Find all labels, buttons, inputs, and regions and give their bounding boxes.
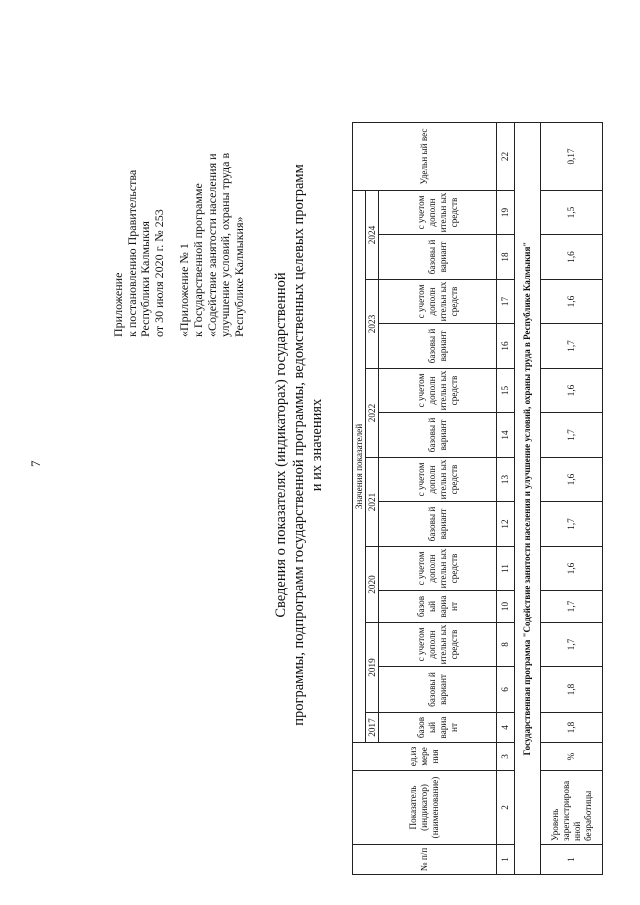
header-weight: Удельн ый вес (353, 123, 497, 191)
col-number: 8 (497, 623, 515, 667)
appendix-line: «Содействие занятости населения и (204, 153, 219, 337)
col-number: 2 (497, 771, 515, 845)
header-row-group (353, 123, 366, 875)
year-2021: 2021 (366, 458, 379, 547)
col-number: 18 (497, 235, 515, 280)
page-number: 7 (28, 460, 43, 467)
sub-extra-2020: с учетом дополн ительн ых средств (379, 547, 497, 591)
row-value: 1,6 (541, 458, 603, 502)
row-value: 1,6 (541, 235, 603, 280)
row-value: 1,6 (541, 369, 603, 413)
row-value: 1,8 (541, 713, 603, 743)
section-title: Государственная программа "Содействие занятости населения и улучшение условий, охраны труда в Республике Калмыкия" (515, 123, 541, 875)
appendix-line: Республике Калмыкия» (231, 216, 246, 337)
appendix-line: улучшение условий, охраны труда в (218, 152, 233, 337)
title-line: и их значениях (309, 398, 325, 492)
row-value: 1,7 (541, 324, 603, 369)
sub-base-2017: базов ый вариа нт (379, 713, 497, 743)
row-unit: % (541, 743, 603, 771)
row-value: 1,7 (541, 502, 603, 547)
col-number: 4 (497, 713, 515, 743)
row-value: 1,6 (541, 280, 603, 324)
header-indicator: Показатель (индикатор) (наименование) (353, 771, 497, 845)
title-line: Сведения о показателях (индикаторах) государственной (273, 272, 289, 618)
sub-base-2019: базовы й вариант (379, 667, 497, 713)
year-2024: 2024 (366, 191, 379, 280)
appendix-line: «Приложение № 1 (177, 243, 192, 337)
header-unit: ед.из мере ния (353, 743, 497, 771)
appendix-line: Приложение (111, 272, 125, 337)
col-number: 16 (497, 324, 515, 369)
col-number: 22 (497, 123, 515, 191)
appendix-line: от 30 июля 2020 г. № 253 (151, 209, 166, 337)
row-value: 1,7 (541, 591, 603, 623)
year-2020: 2020 (366, 547, 379, 623)
sub-extra-2024: с учетом дополн ительн ых средств (379, 191, 497, 235)
year-2022: 2022 (366, 369, 379, 458)
year-2023: 2023 (366, 280, 379, 369)
year-2019: 2019 (366, 623, 379, 713)
row-value: 1,7 (541, 413, 603, 458)
year-2017: 2017 (366, 713, 379, 743)
appendix-line: к Государственной программе (190, 183, 205, 337)
appendix-line: Республики Калмыкия (138, 221, 153, 337)
col-number: 6 (497, 667, 515, 713)
sub-extra-2023: с учетом дополн ительн ых средств (379, 280, 497, 324)
row-indicator-name: Уровень зарегистрирова нной безработицы (541, 771, 603, 845)
col-number: 1 (497, 845, 515, 875)
title-line: программы, подпрограмм государственной программы, ведомственных целевых программ (291, 164, 307, 726)
row-value: 1,8 (541, 667, 603, 713)
sub-base-2024: базовы й вариант (379, 235, 497, 280)
row-value: 1,6 (541, 547, 603, 591)
header-num: № п/п (353, 845, 497, 875)
section-row (515, 123, 541, 875)
col-number: 17 (497, 280, 515, 324)
row-weight: 0,17 (541, 123, 603, 191)
col-number: 13 (497, 458, 515, 502)
col-number: 15 (497, 369, 515, 413)
sub-extra-2022: с учетом дополн ительн ых средств (379, 369, 497, 413)
sub-base-2020: базов ый вариа нт (379, 591, 497, 623)
indicators-table (352, 122, 603, 875)
row-num: 1 (541, 845, 603, 875)
col-number: 19 (497, 191, 515, 235)
col-number: 3 (497, 743, 515, 771)
header-values-group: Значения показателей (353, 191, 366, 743)
appendix-block (112, 153, 246, 337)
column-number-row (497, 123, 515, 875)
col-number: 10 (497, 591, 515, 623)
col-number: 12 (497, 502, 515, 547)
row-value: 1,7 (541, 623, 603, 667)
sub-base-2021: базовы й вариант (379, 502, 497, 547)
sub-base-2022: базовы й вариант (379, 413, 497, 458)
sub-extra-2019: с учетом дополн ительн ых средств (379, 623, 497, 667)
table-row (541, 123, 603, 875)
col-number: 14 (497, 413, 515, 458)
appendix-line: к постановлению Правительства (124, 169, 139, 337)
sub-extra-2021: с учетом дополн ительн ых средств (379, 458, 497, 502)
sub-base-2023: базовы й вариант (379, 324, 497, 369)
row-value: 1,5 (541, 191, 603, 235)
col-number: 11 (497, 547, 515, 591)
document-title (272, 15, 326, 875)
